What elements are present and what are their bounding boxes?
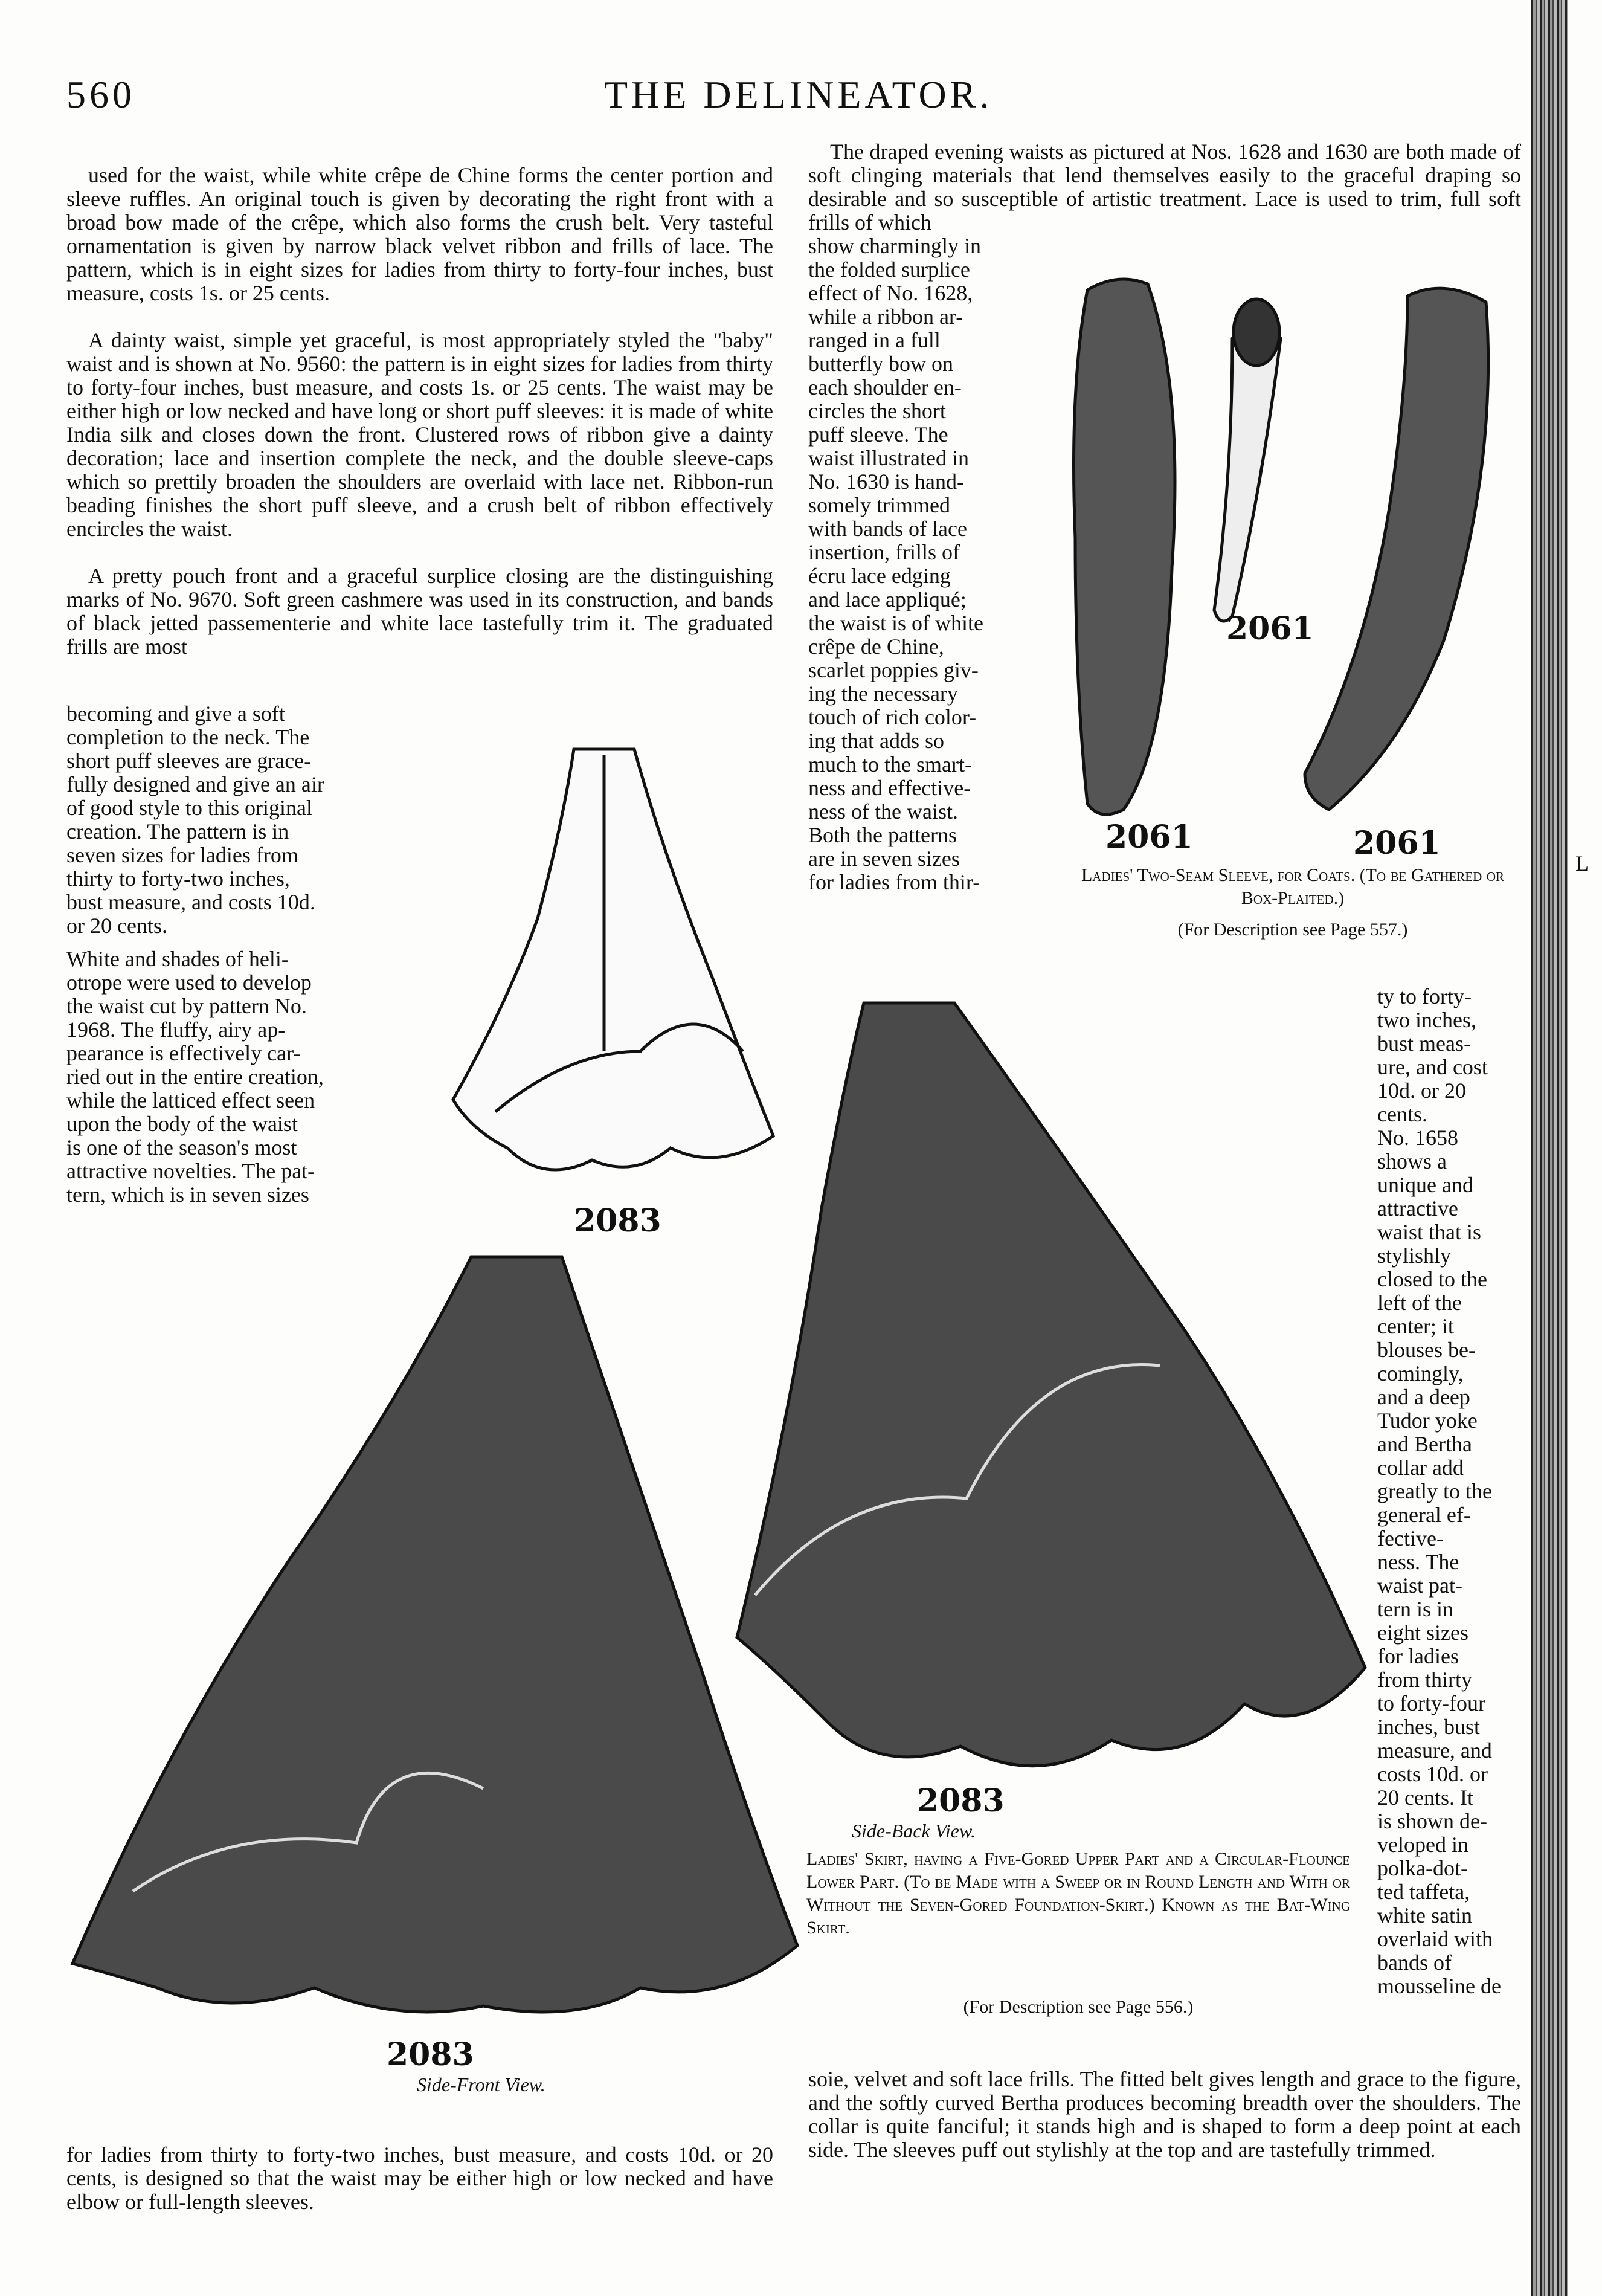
margin-fragment-letter: L: [1575, 851, 1589, 876]
small-skirt-label: 2083: [574, 1202, 661, 1239]
left-para-1: used for the waist, while white crêpe de Chine forms the center portion and sleeve ruffles. An original touch is given by decorating the right front with a broad bow made of the crêpe, which also forms the crush belt. Very tasteful ornamentation is given by narrow black velvet ribbon and frills of lace. The pattern, which is in eight sizes for ladies from thirty to forty-four inches, bust measure, costs 1s. or 25 cents.: [66, 163, 773, 305]
left-para-3-narrow: becoming and give a soft completion to the neck. The short puff sleeves are grace- fully designed and give an air of good style to this original creation. The pattern is in seven sizes for ladies from thirty to forty-two inches, bust measure, and costs 10d. or 20 cents.: [66, 701, 324, 938]
right-para-1-top: The draped evening waists as pictured at Nos. 1628 and 1630 are both made of soft clinging materials that lend themselves easily to the graceful draping so desirable and so susceptible of artistic treatment. Lace is used to trim, full soft frills of which: [808, 140, 1521, 234]
left-para-2: A dainty waist, simple yet graceful, is most appropriately styled the "baby" waist and is shown at No. 9560: the pattern is in eight sizes for ladies from thirty to forty-four inches, bust measure, and costs 1s. or 25 cents. The waist may be either high or low necked and have long or short puff sleeves: it is made of white India silk and closes down the front. Clustered rows of ribbon give a dainty decoration; lace and insertion complete the neck, and the double sleeve-caps which so prettily broaden the shoulders are overlaid with lace net. Ribbon-run beading finishes the short puff sleeve, and a crush belt of ribbon effectively encircles the waist.: [66, 328, 773, 541]
sleeve-illustration: [1051, 266, 1546, 846]
page-number: 560: [66, 73, 135, 116]
side-front-skirt-label: 2083: [387, 2036, 474, 2073]
left-column: [66, 140, 773, 682]
sleeve-label-right: 2061: [1353, 825, 1441, 862]
sleeve-label-left: 2061: [1105, 819, 1193, 856]
side-back-view-label: Side-Back View.: [852, 1820, 976, 1842]
sleeve-label-top: 2061: [1226, 610, 1314, 647]
right-para-3-bottom: soie, velvet and soft lace frills. The fitted belt gives length and grace to the figure, and the softly curved Bertha produces becoming breadth over the shoulders. The collar is quite fanciful; it stands high and is shaped to form a deep point at each side. The sleeves puff out stylishly at the top and are tastefully trimmed.: [808, 2067, 1521, 2162]
side-front-skirt-illustration: [60, 1245, 822, 2030]
side-front-view-label: Side-Front View.: [417, 2074, 545, 2095]
binding-edge: [1531, 0, 1568, 2296]
bottom-left-text: for ladies from thirty to forty-two inches, bust measure, and costs 10d. or 20 cents, is designed so that the waist may be either high or low necked and have elbow or full-length sleeves.: [66, 2143, 773, 2214]
right-para-1-narrow: show charmingly in the folded surplice effect of No. 1628, while a ribbon ar- ranged in a full butterfly bow on each shoulder en- circles the short puff sleeve. The waist illustrated in No. 1630 is hand- somely trimmed with bands of lace insertion, frills of écru lace edging and lace appliqué; the waist is of white crêpe de Chine, scarlet poppies giv- ing the necessary touch of rich color- ing that adds so much to the smart- ness and effective- ness of the waist. Both the patterns are in seven sizes for ladies from thir-: [808, 234, 983, 894]
left-para-3: A pretty pouch front and a graceful surplice closing are the distinguishing marks of No. 9670. Soft green cashmere was used in its construction, and bands of black jetted passementerie and white lace tastefully trim it. The graduated frills are most: [66, 564, 773, 659]
sleeve-caption: Ladies' Two-Seam Sleeve, for Coats. (To be Gathered or Box-Plaited.): [1081, 865, 1504, 908]
side-back-skirt-label: 2083: [917, 1782, 1005, 1819]
side-back-description-ref: (For Description see Page 556.): [963, 1997, 1194, 2017]
right-para-2-narrow: ty to forty- two inches, bust meas- ure, and cost 10d. or 20 cents. No. 1658 shows a unique and attractive waist that is stylishly closed to the left of the center; it blouses be- comingly, and a deep Tudor yoke and Bertha collar add greatly to the general ef- fective- ness. The waist pat- tern is in eight sizes for ladies from thirty to forty-four inches, bust measure, and costs 10d. or 20 cents. It is shown de- veloped in polka-dot- ted taffeta, white satin overlaid with bands of mousseline de: [1377, 984, 1501, 1998]
left-para-4-narrow: White and shades of heli- otrope were used to develop the waist cut by pattern No. 1968. The fluffy, airy ap- pearance is effectively car- ried out in the entire creation, while the latticed effect seen upon the body of the waist is one of the season's most attractive novelties. The pat- tern, which is in seven sizes: [66, 947, 324, 1207]
page-title: THE DELINEATOR.: [604, 73, 993, 116]
sleeve-description-ref: (For Description see Page 557.): [1177, 920, 1408, 940]
side-back-skirt-caption: Ladies' Skirt, having a Five-Gored Upper Part and a Circular-Flounce Lower Part. (To be Made with a Sweep or in Round Length and With or Without the Seven-Gored Foundation-Skirt.) Known as the Bat-Wing Skirt.: [806, 1849, 1350, 1938]
